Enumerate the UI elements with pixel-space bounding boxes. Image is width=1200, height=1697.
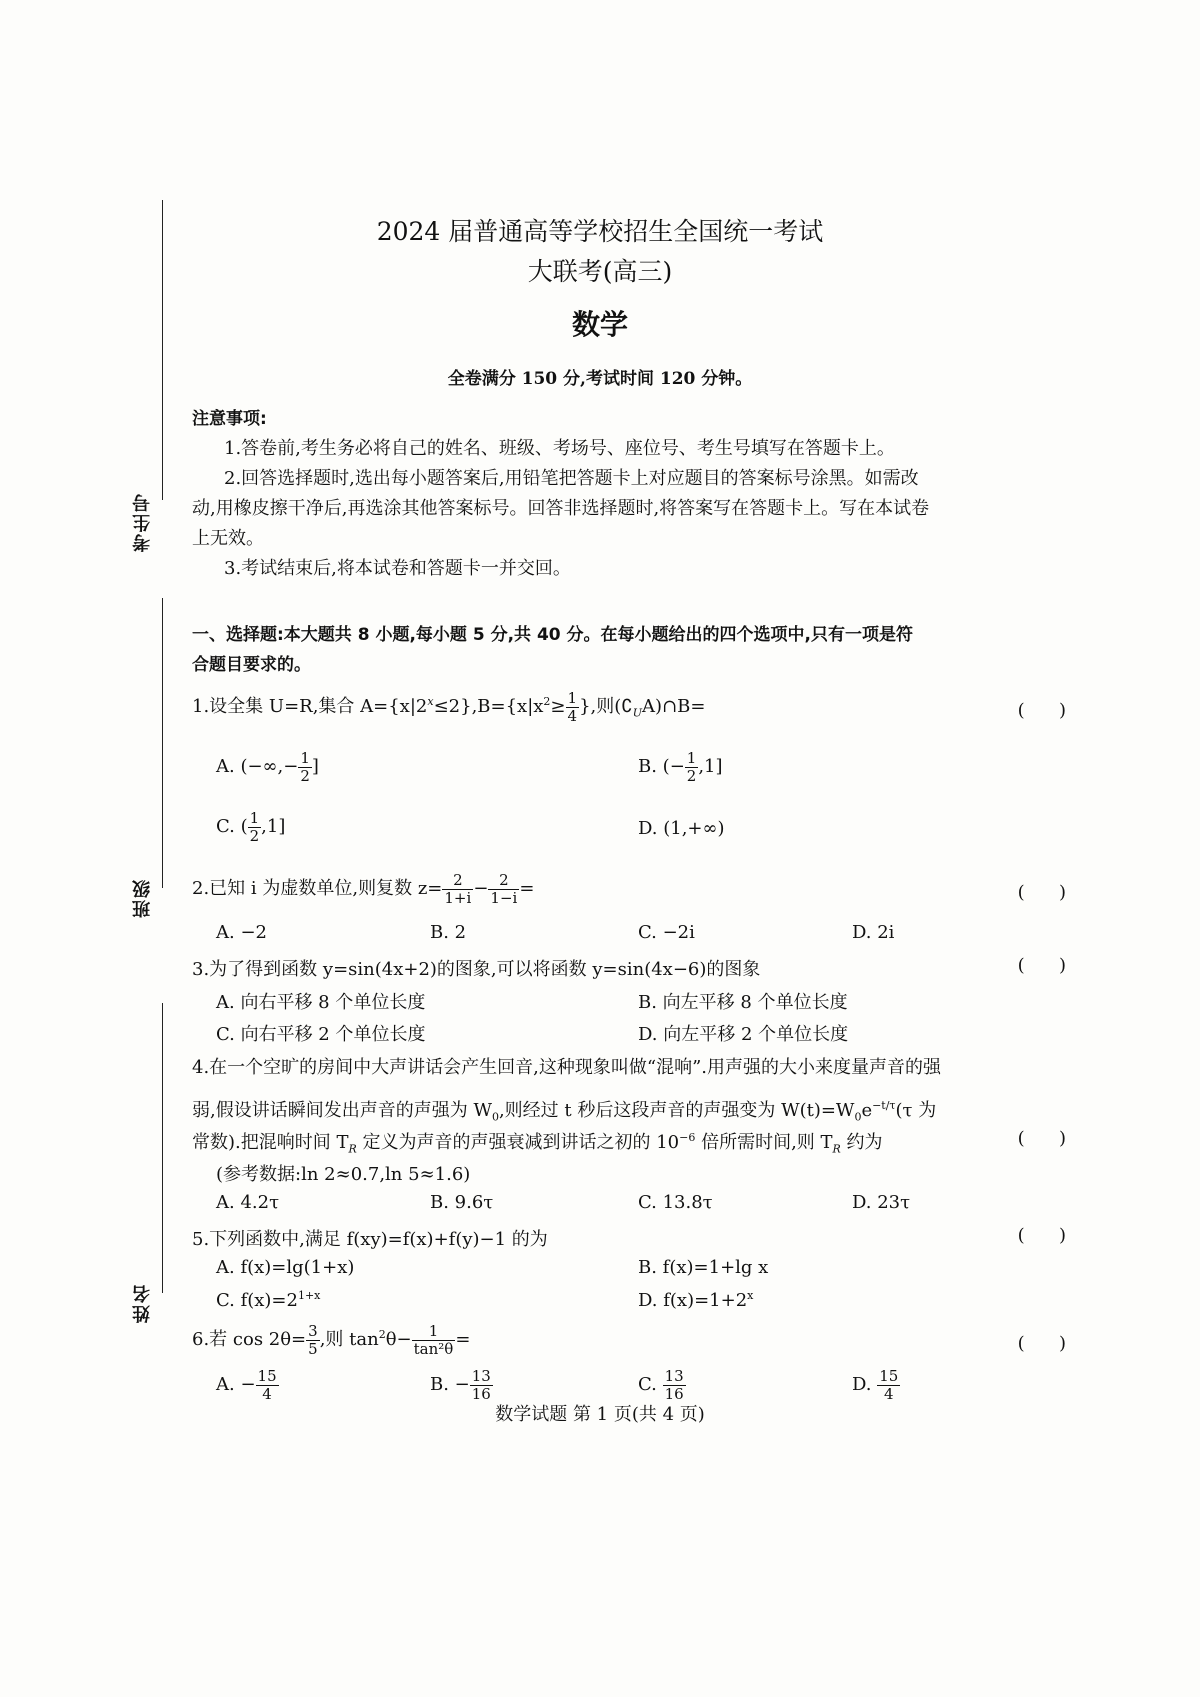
q3-option-d: D. 向左平移 2 个单位长度: [638, 1024, 849, 1045]
question-1-stem: 1.设全集 U=R,集合 $A=\{x|2^x\le 2\},B=\{x|x^2\ge$ $\frac{1}{4}$ },则$(∁_UA)\cap B=$: [192, 689, 706, 725]
answer-paren-4: ( ): [1017, 1128, 1066, 1149]
note-1: 1.答卷前,考生务必将自己的姓名、班级、考场号、座位号、考生号填写在答题卡上。: [224, 438, 895, 459]
answer-paren-1: ( ): [1017, 700, 1066, 721]
q6-option-d: D. $\frac{15}{4}$: [852, 1367, 899, 1403]
answer-paren-2: ( ): [1017, 882, 1066, 903]
question-4-line-3: 常数).把混响时间 $T_R$ 定义为声音的声强衰减到讲话之初的 $10^{-6}$ 倍所需时间,则 $T_R$ 约为: [192, 1131, 883, 1156]
fraction-one-quarter: $\frac{1}{4}$: [567, 689, 578, 725]
answer-paren-5: ( ): [1017, 1225, 1066, 1246]
q3-option-b: B. 向左平移 8 个单位长度: [638, 992, 848, 1013]
exam-no-label: 考生号: [132, 492, 153, 552]
exam-title: 2024 届普通高等学校招生全国统一考试: [376, 217, 824, 246]
name-label: 姓名: [132, 1283, 153, 1323]
q1-option-a: A. (−∞,− $\frac{1}{2}$ ]: [216, 749, 319, 785]
q5-option-a: A. f(x)=lg(1+x): [216, 1257, 355, 1278]
q4-option-b: B. 9.6τ: [430, 1192, 494, 1213]
question-4-line-2: 弱,假设讲话瞬间发出声音的声强为 $W_0$,则经过 t 秒后这段声音的声强变为 $W(t)=W_0e^{-t/\tau}(\tau$ 为: [192, 1099, 937, 1124]
q6-option-c: C. $\frac{13}{16}$: [638, 1367, 684, 1403]
note-2c: 上无效。: [192, 528, 264, 549]
q6-option-b: B. − $\frac{13}{16}$: [430, 1367, 491, 1403]
section-1-heading-b: 合题目要求的。: [192, 655, 311, 675]
q5-option-d: D. $f(x)=1+2^x$: [638, 1289, 754, 1311]
question-5-stem: 5.下列函数中,满足 f(xy)=f(x)+f(y)−1 的为: [192, 1229, 548, 1250]
q4-option-a: A. 4.2τ: [216, 1192, 280, 1213]
q1-option-c: C. ( $\frac{1}{2}$ ,1]: [216, 809, 286, 845]
answer-paren-3: ( ): [1017, 955, 1066, 976]
question-6-stem: 6.若 cos 2θ= $\frac{3}{5}$ ,则 $\tan^2\theta-$ $\frac{1}{\text{tan²θ}}$ =: [192, 1322, 471, 1358]
q2-option-a: A. −2: [216, 922, 267, 943]
note-3: 3.考试结束后,将本试卷和答题卡一并交回。: [224, 558, 571, 579]
question-4-reference: (参考数据:ln 2≈0.7,ln 5≈1.6): [216, 1164, 471, 1185]
page-footer: 数学试题 第 1 页(共 4 页): [495, 1404, 705, 1425]
exam-subtitle: 大联考(高三): [527, 257, 673, 286]
q2-option-c: C. −2i: [638, 922, 695, 943]
q5-option-c: C. $f(x)=2^{1+x}$: [216, 1289, 321, 1311]
margin-line-bottom: [162, 1003, 163, 1293]
note-2a: 2.回答选择题时,选出每小题答案后,用铅笔把答题卡上对应题目的答案标号涂黑。如需改: [224, 468, 919, 489]
q5-option-b: B. f(x)=1+lg x: [638, 1257, 769, 1278]
section-1-heading-a: 一、选择题:本大题共 8 小题,每小题 5 分,共 40 分。在每小题给出的四个选项中,只有一项是符: [192, 625, 913, 645]
q1-option-b: B. (− $\frac{1}{2}$ ,1]: [638, 749, 723, 785]
question-2-stem: 2.已知 i 为虚数单位,则复数 z= $\frac{2}{1+i}$ − $\frac{2}{1-i}$ =: [192, 871, 535, 907]
q2-option-d: D. 2i: [852, 922, 895, 943]
margin-line-middle: [162, 598, 163, 888]
note-2b: 动,用橡皮擦干净后,再选涂其他答案标号。回答非选择题时,将答案写在答题卡上。写在本试卷: [192, 498, 930, 519]
q3-option-c: C. 向右平移 2 个单位长度: [216, 1024, 426, 1045]
question-3-stem: 3.为了得到函数 y=sin(4x+2)的图象,可以将函数 y=sin(4x−6)的图象: [192, 959, 761, 980]
q3-option-a: A. 向右平移 8 个单位长度: [216, 992, 426, 1013]
class-label: 班级: [132, 878, 153, 918]
q4-option-d: D. 23τ: [852, 1192, 911, 1213]
q2-option-b: B. 2: [430, 922, 467, 943]
answer-paren-6: ( ): [1017, 1333, 1066, 1354]
question-4-line-1: 4.在一个空旷的房间中大声讲话会产生回音,这种现象叫做“混响”.用声强的大小来度量声音的强: [192, 1057, 942, 1078]
notes-heading: 注意事项:: [192, 409, 267, 429]
q4-option-c: C. 13.8τ: [638, 1192, 713, 1213]
subject-title: 数学: [571, 308, 628, 341]
q6-option-a: A. − $\frac{15}{4}$: [216, 1367, 277, 1403]
score-info: 全卷满分 150 分,考试时间 120 分钟。: [447, 369, 753, 389]
q1-option-d: D. (1,+∞): [638, 818, 725, 839]
